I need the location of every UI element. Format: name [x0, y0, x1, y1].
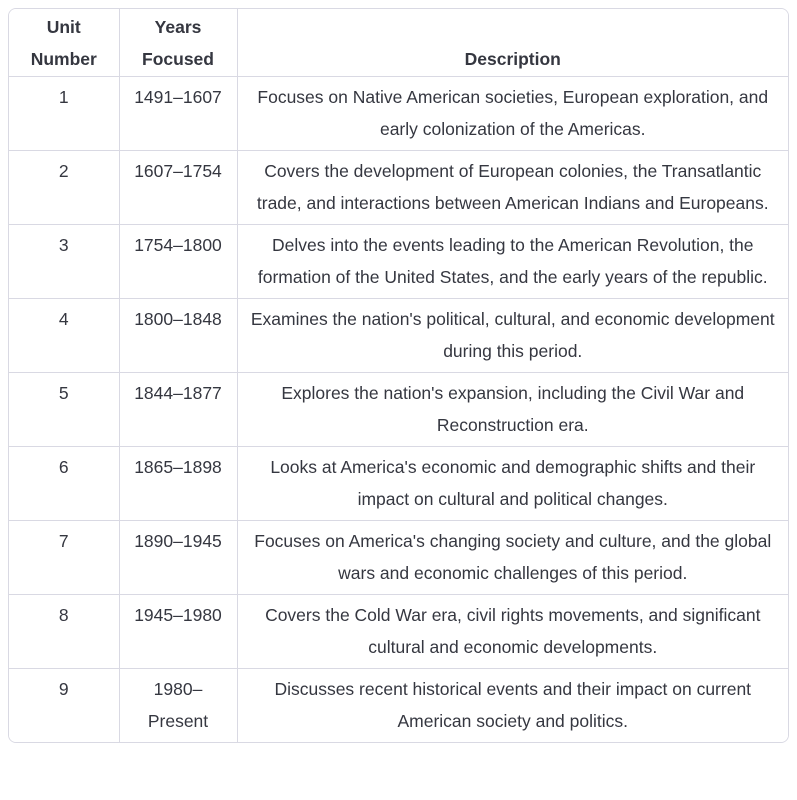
years-cell: 1844–1877 [119, 373, 237, 447]
years-cell: 1945–1980 [119, 595, 237, 669]
years-cell: 1491–1607 [119, 77, 237, 151]
unit-cell: 6 [9, 447, 119, 521]
description-cell: Discusses recent historical events and their impact on current American society and politics. [237, 669, 788, 743]
column-header-unit-number: Unit Number [9, 9, 119, 77]
unit-cell: 8 [9, 595, 119, 669]
description-cell: Explores the nation's expansion, including the Civil War and Reconstruction era. [237, 373, 788, 447]
description-cell: Focuses on America's changing society and culture, and the global wars and economic challenges of this period. [237, 521, 788, 595]
unit-cell: 4 [9, 299, 119, 373]
years-cell: 1865–1898 [119, 447, 237, 521]
table-header [9, 9, 788, 77]
column-header-years-focused: Years Focused [119, 9, 237, 77]
description-cell: Covers the Cold War era, civil rights movements, and significant cultural and economic developments. [237, 595, 788, 669]
table-body [9, 77, 788, 743]
description-cell: Looks at America's economic and demographic shifts and their impact on cultural and political changes. [237, 447, 788, 521]
table-row [9, 595, 788, 669]
years-cell: 1980–Present [119, 669, 237, 743]
unit-cell: 1 [9, 77, 119, 151]
years-cell: 1754–1800 [119, 225, 237, 299]
header-row [9, 9, 788, 77]
unit-cell: 3 [9, 225, 119, 299]
description-cell: Delves into the events leading to the American Revolution, the formation of the United States, and the early years of the republic. [237, 225, 788, 299]
unit-cell: 9 [9, 669, 119, 743]
years-cell: 1890–1945 [119, 521, 237, 595]
unit-cell: 2 [9, 151, 119, 225]
table-row [9, 299, 788, 373]
units-table-container [8, 8, 789, 743]
description-cell: Examines the nation's political, cultural, and economic development during this period. [237, 299, 788, 373]
column-header-description: Description [237, 9, 788, 77]
table-row [9, 521, 788, 595]
table-row [9, 669, 788, 743]
ap-history-units-table [9, 9, 788, 742]
table-row [9, 77, 788, 151]
description-cell: Focuses on Native American societies, European exploration, and early colonization of the Americas. [237, 77, 788, 151]
years-cell: 1607–1754 [119, 151, 237, 225]
table-row [9, 151, 788, 225]
unit-cell: 7 [9, 521, 119, 595]
table-row [9, 373, 788, 447]
table-row [9, 447, 788, 521]
years-cell: 1800–1848 [119, 299, 237, 373]
description-cell: Covers the development of European colonies, the Transatlantic trade, and interactions between American Indians and Europeans. [237, 151, 788, 225]
table-row [9, 225, 788, 299]
unit-cell: 5 [9, 373, 119, 447]
